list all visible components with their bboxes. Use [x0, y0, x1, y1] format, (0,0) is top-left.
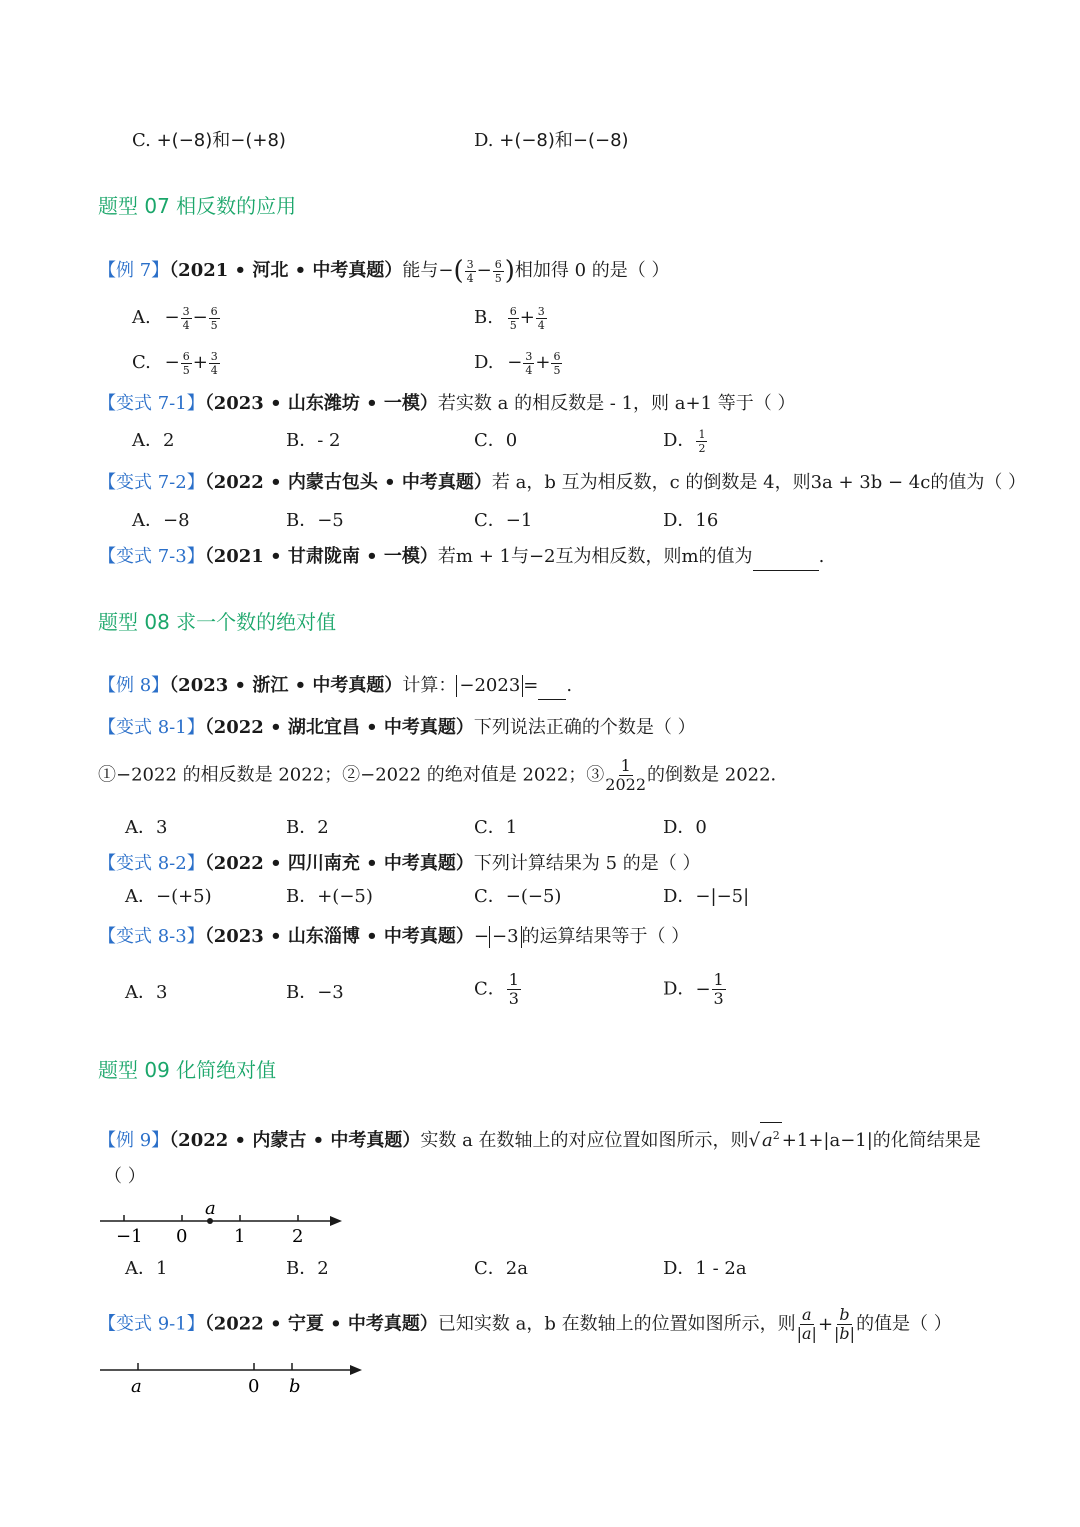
fraction-denominator: 2022	[605, 775, 647, 794]
absolute-value-expression: −2023	[456, 675, 523, 697]
fraction-numerator: 1	[620, 756, 631, 775]
option-text: +(−8)和−(−8)	[499, 130, 629, 151]
number-line-v9-1	[96, 1352, 376, 1400]
question-text: =	[523, 675, 539, 696]
ex9-option-a: A．1	[125, 1258, 168, 1279]
option-math: $\frac{6}{5}$ + $\frac{3}{4}$	[509, 304, 545, 332]
v7-2-option-b: B．−5	[286, 510, 344, 531]
option-math: $\frac{1}{3}$	[508, 970, 519, 1008]
tick-label: 2	[292, 1226, 304, 1247]
v8-1-option-d: D．0	[663, 817, 707, 838]
variant-8-3-question	[98, 924, 689, 950]
question-source: （2021 • 甘肃陇南 • 一模）	[204, 546, 438, 567]
v8-2-option-b: B．+(−5)	[286, 886, 373, 907]
v7-1-option-a: A．2	[132, 430, 175, 451]
ex9-option-c: C．2a	[474, 1258, 528, 1279]
v8-3-option-a: A．3	[125, 982, 168, 1003]
axis-arrow	[350, 1365, 362, 1375]
question-source: （2021 • 河北 • 中考真题）	[169, 260, 403, 281]
question-source: （2023 • 浙江 • 中考真题）	[169, 675, 403, 696]
question-source: （2023 • 山东淄博 • 中考真题）	[204, 926, 474, 947]
option-math: − $\frac{3}{4}$ + $\frac{6}{5}$	[507, 349, 561, 377]
v7-2-option-d: D．16	[663, 510, 719, 531]
example-9-question	[98, 1122, 981, 1154]
point-label: a	[205, 1198, 216, 1219]
question-text: 能与−	[402, 260, 454, 281]
ex7-option-c	[132, 350, 221, 376]
option-math: − $\frac{3}{4}$ − $\frac{6}{5}$	[164, 304, 218, 332]
option-math: − $\frac{1}{3}$	[695, 970, 724, 1008]
ex9-option-b: B．2	[286, 1258, 329, 1279]
option-letter: D．	[663, 978, 696, 1000]
option-letter: A.	[132, 307, 151, 328]
tick-label: a	[131, 1376, 142, 1397]
answer-blank[interactable]	[538, 673, 566, 700]
option-math: $\frac{1}{2}$	[698, 427, 706, 455]
fraction	[605, 758, 646, 793]
v8-3-option-d	[663, 972, 727, 1007]
tick-label: 0	[176, 1226, 188, 1247]
example-7-question	[98, 258, 670, 284]
question-text: 若实数 a 的相反数是 - 1，则 a+1 等于（ ）	[437, 393, 796, 414]
option-letter: D.	[474, 352, 494, 373]
answer-blank[interactable]	[753, 544, 819, 571]
ex7-option-b	[474, 305, 548, 331]
question-tag: 【变式 8-3】	[98, 926, 205, 947]
section-title-08: 题型 08 求一个数的绝对值	[98, 610, 337, 634]
v7-2-option-c: C．−1	[474, 510, 533, 531]
v8-2-option-c: C．−(−5)	[474, 886, 562, 907]
section-title-07: 题型 07 相反数的应用	[98, 194, 297, 218]
question-text: 下列说法正确的个数是（ ）	[473, 717, 696, 738]
question-tag: 【例 9】	[98, 1130, 170, 1151]
option-letter: B.	[474, 307, 493, 328]
question-tag: 【变式 8-2】	[98, 853, 205, 874]
question-tag: 【例 8】	[98, 675, 170, 696]
v8-2-option-d: D．−|−5|	[663, 886, 750, 907]
example-9-paren: （ ）	[104, 1166, 146, 1187]
v7-1-option-d	[663, 428, 708, 454]
v7-1-option-b: B．- 2	[286, 430, 341, 451]
ex7-option-d	[474, 350, 563, 376]
tick-label: 0	[248, 1376, 260, 1397]
question-tag: 【变式 9-1】	[98, 1313, 205, 1335]
question-text: .	[818, 546, 825, 567]
question-text: 相加得 0 的是（ ）	[514, 260, 670, 281]
question-text: −	[473, 926, 489, 947]
v8-1-option-c: C．1	[474, 817, 518, 838]
v7-2-option-a: A．−8	[132, 510, 190, 531]
option-letter: C．	[474, 978, 506, 1000]
option-letter: D．	[663, 430, 696, 451]
question-source: （2022 • 内蒙古包头 • 中考真题）	[204, 472, 492, 493]
variant-7-2-question	[98, 470, 1026, 496]
axis-arrow	[330, 1216, 342, 1226]
v8-2-option-a: A．−(+5)	[125, 886, 212, 907]
statement-text: 的倒数是 2022．	[647, 764, 789, 786]
option-text: +(−8)和−(+8)	[156, 130, 286, 151]
variant-7-1-question	[98, 391, 796, 417]
absolute-value-expression: −3	[489, 926, 522, 948]
v7-1-option-c: C．0	[474, 430, 518, 451]
question-source: （2022 • 宁夏 • 中考真题）	[204, 1313, 438, 1335]
v8-1-option-b: B．2	[286, 817, 329, 838]
math-expression: ( $\frac{3}{4}$ − $\frac{6}{5}$ )	[453, 256, 515, 286]
variant-8-1-question	[98, 715, 696, 741]
ex7-option-a	[132, 305, 221, 331]
question-text: 的值是（ ）	[856, 1313, 952, 1335]
tick-label: b	[289, 1376, 301, 1397]
question-tag: 【变式 7-3】	[98, 546, 205, 567]
variant-7-3-question	[98, 544, 824, 571]
question-source: （2022 • 四川南充 • 中考真题）	[204, 853, 474, 874]
question-text: 的运算结果等于（ ）	[521, 926, 690, 947]
question-text: .	[566, 675, 573, 696]
tick-label: −1	[116, 1226, 143, 1247]
option-math: − $\frac{6}{5}$ + $\frac{3}{4}$	[164, 349, 218, 377]
sqrt-expression: √ $a^2$	[749, 1130, 782, 1151]
v8-3-option-c	[474, 972, 522, 1007]
question-tag: 【变式 8-1】	[98, 717, 205, 738]
v8-3-option-b: B．−3	[286, 982, 344, 1003]
option-letter: C.	[132, 130, 151, 151]
question-text: 若 a，b 互为相反数，c 的倒数是 4，则3a + 3b − 4c的值为（ ）	[491, 472, 1027, 493]
question-text: 若m + 1与−2互为相反数，则m的值为	[437, 546, 753, 567]
option-letter: C.	[132, 352, 151, 373]
question-text: 下列计算结果为 5 的是（ ）	[473, 853, 701, 874]
math-expression: $\frac{a}{|a|}$ + $\frac{b}{|b|}$	[796, 1305, 856, 1343]
variant-8-1-statements	[98, 758, 789, 793]
question-text: 计算：	[402, 675, 457, 696]
option-c	[132, 128, 286, 154]
question-tag: 【变式 7-1】	[98, 393, 205, 414]
question-source: （2023 • 山东潍坊 • 一模）	[204, 393, 438, 414]
question-source: （2022 • 内蒙古 • 中考真题）	[169, 1130, 421, 1151]
question-tag: 【变式 7-2】	[98, 472, 205, 493]
option-d	[474, 128, 629, 154]
question-source: （2022 • 湖北宜昌 • 中考真题）	[204, 717, 474, 738]
question-text: 实数 a 在数轴上的对应位置如图所示，则	[420, 1130, 749, 1151]
v8-1-option-a: A．3	[125, 817, 168, 838]
statement-text: ①−2022 的相反数是 2022；②−2022 的绝对值是 2022；③	[98, 764, 605, 786]
option-letter: D.	[474, 130, 494, 151]
section-title-09: 题型 09 化简绝对值	[98, 1058, 277, 1082]
question-text: 已知实数 a，b 在数轴上的位置如图所示，则	[437, 1313, 796, 1335]
variant-9-1-question	[98, 1307, 952, 1342]
variant-8-2-question	[98, 851, 701, 877]
example-8-question	[98, 673, 572, 700]
question-text: +1+|a−1|的化简结果是	[781, 1130, 981, 1151]
ex9-option-d: D．1 - 2a	[663, 1258, 747, 1279]
tick-label: 1	[234, 1226, 246, 1247]
question-tag: 【例 7】	[98, 260, 170, 281]
number-line-ex9	[96, 1196, 356, 1248]
